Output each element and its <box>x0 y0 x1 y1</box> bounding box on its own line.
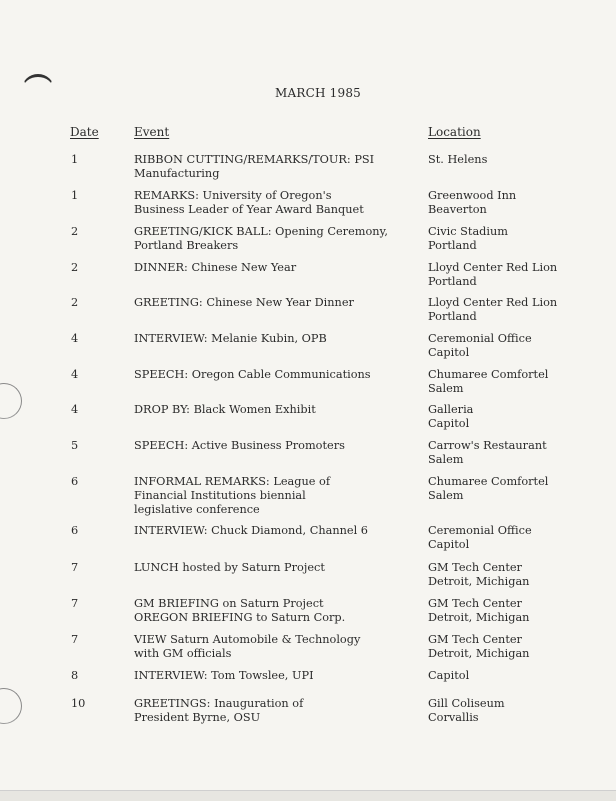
location-line: Galleria <box>428 403 474 416</box>
binder-hole <box>0 383 22 419</box>
event-description <box>134 597 414 625</box>
event-description <box>134 225 414 253</box>
location-line: Salem <box>428 382 464 395</box>
column-header-location: Location <box>428 125 481 139</box>
location-line: Gill Coliseum <box>428 697 505 710</box>
location-line: Carrow's Restaurant <box>428 439 547 452</box>
location-line: Civic Stadium <box>428 225 509 238</box>
page-bottom-edge <box>0 790 616 801</box>
event-line: INFORMAL REMARKS: League of <box>134 475 331 488</box>
event-date: 6 <box>71 524 79 537</box>
location-line: Capitol <box>428 669 470 682</box>
event-location <box>428 697 608 725</box>
event-date: 7 <box>71 597 79 610</box>
event-date: 2 <box>71 225 79 238</box>
event-line: Manufacturing <box>134 167 220 180</box>
event-description <box>134 524 414 538</box>
location-line: Capitol <box>428 417 470 430</box>
column-header-date: Date <box>70 125 99 139</box>
location-line: Detroit, Michigan <box>428 611 530 624</box>
event-line: GREETING: Chinese New Year Dinner <box>134 296 354 309</box>
location-line: Corvallis <box>428 711 479 724</box>
event-description <box>134 153 414 181</box>
location-line: Portland <box>428 239 477 252</box>
event-location <box>428 261 608 289</box>
event-line: SPEECH: Oregon Cable Communications <box>134 368 371 381</box>
page-title: MARCH 1985 <box>275 86 361 100</box>
event-date: 8 <box>71 669 79 682</box>
event-description <box>134 189 414 217</box>
event-line: OREGON BRIEFING to Saturn Corp. <box>134 611 346 624</box>
event-location <box>428 403 608 431</box>
event-date: 4 <box>71 332 79 345</box>
event-line: VIEW Saturn Automobile & Technology <box>134 633 361 646</box>
event-line: DROP BY: Black Women Exhibit <box>134 403 316 416</box>
event-location <box>428 296 608 324</box>
event-description <box>134 669 414 683</box>
location-line: Capitol <box>428 346 470 359</box>
location-line: Capitol <box>428 538 470 551</box>
event-description <box>134 561 414 575</box>
event-location <box>428 439 608 467</box>
location-line: Portland <box>428 310 477 323</box>
event-description <box>134 261 414 275</box>
location-line: Ceremonial Office <box>428 332 532 345</box>
location-line: St. Helens <box>428 153 488 166</box>
event-description <box>134 368 414 382</box>
event-line: GM BRIEFING on Saturn Project <box>134 597 324 610</box>
event-line: President Byrne, OSU <box>134 711 261 724</box>
location-line: GM Tech Center <box>428 561 522 574</box>
location-line: Detroit, Michigan <box>428 575 530 588</box>
event-description <box>134 475 414 517</box>
event-description <box>134 439 414 453</box>
event-line: Portland Breakers <box>134 239 239 252</box>
event-line: GREETING/KICK BALL: Opening Ceremony, <box>134 225 389 238</box>
event-line: INTERVIEW: Melanie Kubin, OPB <box>134 332 327 345</box>
event-description <box>134 332 414 346</box>
location-line: Salem <box>428 489 464 502</box>
binder-hole <box>0 688 22 724</box>
location-line: GM Tech Center <box>428 633 522 646</box>
location-line: Chumaree Comfortel <box>428 368 549 381</box>
event-line: INTERVIEW: Tom Towslee, UPI <box>134 669 314 682</box>
event-date: 7 <box>71 561 79 574</box>
event-location <box>428 597 608 625</box>
event-location <box>428 332 608 360</box>
event-date: 6 <box>71 475 79 488</box>
event-location <box>428 633 608 661</box>
location-line: GM Tech Center <box>428 597 522 610</box>
event-date: 5 <box>71 439 79 452</box>
event-line: GREETINGS: Inauguration of <box>134 697 304 710</box>
event-date: 10 <box>71 697 86 710</box>
event-line: with GM officials <box>134 647 232 660</box>
event-line: DINNER: Chinese New Year <box>134 261 297 274</box>
event-line: RIBBON CUTTING/REMARKS/TOUR: PSI <box>134 153 375 166</box>
event-line: REMARKS: University of Oregon's <box>134 189 332 202</box>
event-line: LUNCH hosted by Saturn Project <box>134 561 325 574</box>
event-location <box>428 561 608 589</box>
event-location <box>428 475 608 503</box>
location-line: Greenwood Inn <box>428 189 517 202</box>
event-line: SPEECH: Active Business Promoters <box>134 439 345 452</box>
event-line: INTERVIEW: Chuck Diamond, Channel 6 <box>134 524 368 537</box>
event-location <box>428 368 608 396</box>
event-date: 1 <box>71 189 79 202</box>
event-description <box>134 296 414 310</box>
event-date: 2 <box>71 261 79 274</box>
event-location <box>428 189 608 217</box>
location-line: Salem <box>428 453 464 466</box>
event-location <box>428 225 608 253</box>
location-line: Beaverton <box>428 203 487 216</box>
location-line: Ceremonial Office <box>428 524 532 537</box>
event-line: legislative conference <box>134 503 260 516</box>
event-date: 2 <box>71 296 79 309</box>
column-header-event: Event <box>134 125 170 139</box>
location-line: Detroit, Michigan <box>428 647 530 660</box>
event-line: Business Leader of Year Award Banquet <box>134 203 364 216</box>
event-description <box>134 697 414 725</box>
event-location <box>428 669 608 683</box>
location-line: Lloyd Center Red Lion <box>428 296 558 309</box>
event-date: 7 <box>71 633 79 646</box>
event-description <box>134 633 414 661</box>
event-location <box>428 524 608 552</box>
event-line: Financial Institutions biennial <box>134 489 306 502</box>
event-description <box>134 403 414 417</box>
event-date: 1 <box>71 153 79 166</box>
event-date: 4 <box>71 403 79 416</box>
location-line: Lloyd Center Red Lion <box>428 261 558 274</box>
location-line: Portland <box>428 275 477 288</box>
event-date: 4 <box>71 368 79 381</box>
location-line: Chumaree Comfortel <box>428 475 549 488</box>
event-location <box>428 153 608 167</box>
